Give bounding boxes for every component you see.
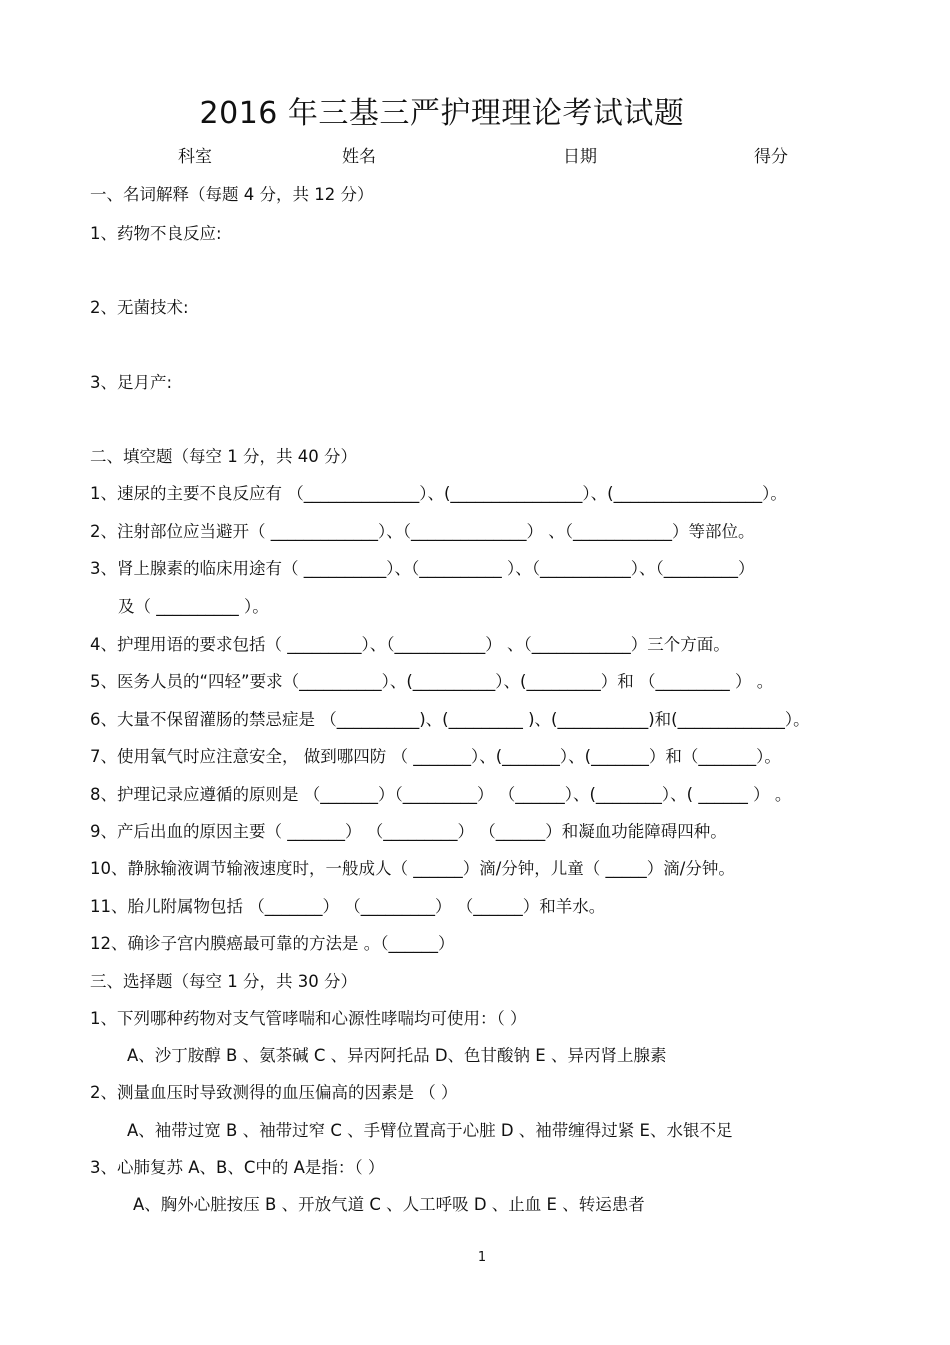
fill-question: 6、大量不保留灌肠的禁忌症是 （__________)、(_________ )、(___________)和(_____________）。 xyxy=(90,710,810,729)
fill-question: 12、确诊子宫内膜癌最可靠的方法是 。（______） xyxy=(90,934,455,953)
fill-question: 5、医务人员的“四轻”要求（__________）、(__________）、(_________）和 （_________ ） 。 xyxy=(90,672,774,691)
fill-question: 10、静脉输液调节输液速度时，一般成人（ ______）滴/分钟，儿童（ _____）滴/分钟。 xyxy=(90,859,735,878)
section-heading-fill: 二、填空题（每空 1 分，共 40 分） xyxy=(90,447,357,466)
fill-question: 2、注射部位应当避开（ _____________）、（______________） 、（____________）等部位。 xyxy=(90,522,755,541)
choice-question: 2、测量血压时导致测得的血压偏高的因素是 （ ） xyxy=(90,1083,458,1102)
header-dept-label: 科室 xyxy=(178,147,212,167)
header-score-label: 得分 xyxy=(754,147,788,167)
term-question: 3、足月产: xyxy=(90,373,173,392)
term-question: 2、无菌技术: xyxy=(90,298,189,317)
choice-options: A、胸外心脏按压 B 、开放气道 C 、人工呼吸 D 、止血 E 、转运患者 xyxy=(133,1195,645,1214)
choice-question: 1、下列哪种药物对支气管哮喘和心源性哮喘均可使用：（ ） xyxy=(90,1009,527,1028)
section-heading-terms: 一、名词解释（每题 4 分，共 12 分） xyxy=(90,185,374,204)
choice-options: A、袖带过宽 B 、袖带过窄 C 、手臂位置高于心脏 D 、袖带缠得过紧 E、水银不足 xyxy=(127,1121,733,1140)
choice-question: 3、心肺复苏 A、B、C中的 A是指：（ ） xyxy=(90,1158,385,1177)
section-heading-choice: 三、选择题（每空 1 分，共 30 分） xyxy=(90,972,357,991)
fill-question: 11、胎儿附属物包括 （_______） （_________） （______）和羊水。 xyxy=(90,897,606,916)
fill-question: 9、产后出血的原因主要（ _______） （_________） （______）和凝血功能障碍四种。 xyxy=(90,822,727,841)
fill-question: 1、速尿的主要不良反应有 （______________）、(________________）、(__________________）。 xyxy=(90,484,787,503)
fill-question: 8、护理记录应遵循的原则是 （_______）（_________） （______）、(________）、( ______ ） 。 xyxy=(90,785,792,804)
header-date-label: 日期 xyxy=(563,147,597,167)
choice-options: A、沙丁胺醇 B 、氨茶碱 C 、异丙阿托品 D、色甘酸钠 E 、异丙肾上腺素 xyxy=(127,1046,667,1065)
fill-question: 7、使用氧气时应注意安全， 做到哪四防 （ _______）、(_______）、(_______）和（_______）。 xyxy=(90,747,781,766)
exam-title: 2016 年三基三严护理理论考试试题 xyxy=(199,96,685,131)
header-name-label: 姓名 xyxy=(342,147,376,167)
page-number: 1 xyxy=(477,1250,487,1265)
fill-question: 3、肾上腺素的临床用途有（ __________）、（__________ ）、（___________）、（_________） xyxy=(90,559,755,578)
fill-question-continued: 及（ __________ ）。 xyxy=(118,597,269,616)
fill-question: 4、护理用语的要求包括（ _________）、（___________） 、（____________）三个方面。 xyxy=(90,635,730,654)
term-question: 1、药物不良反应: xyxy=(90,224,222,243)
